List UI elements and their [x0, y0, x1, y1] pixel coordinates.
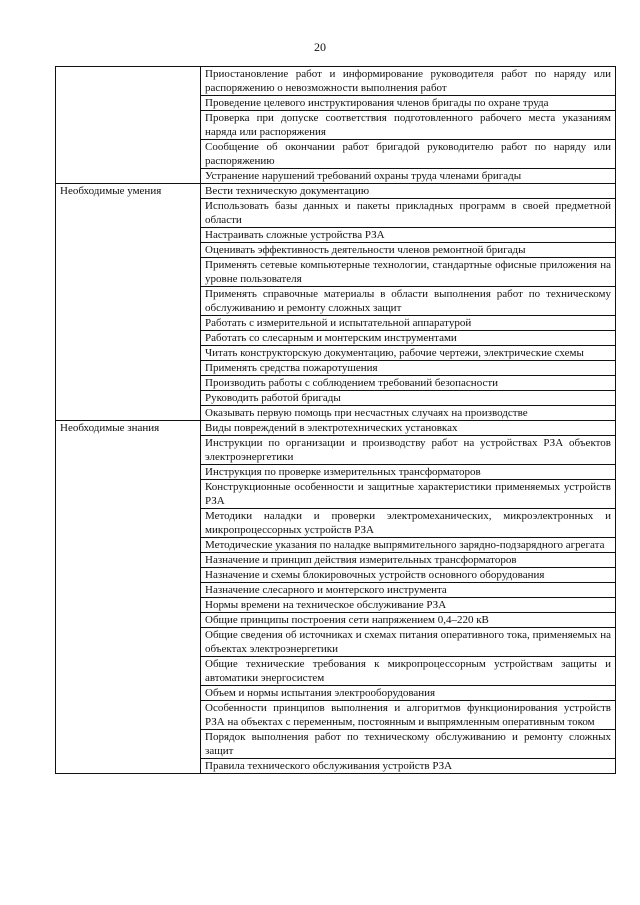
requirements-table — [55, 66, 616, 774]
requirement-item: Методические указания по наладке выпрямительного зарядно-подзарядного агрегата — [201, 538, 616, 553]
requirement-item: Читать конструкторскую документацию, рабочие чертежи, электрические схемы — [201, 346, 616, 361]
table-row — [56, 613, 616, 628]
section-label-spacer — [56, 613, 201, 628]
section-label-spacer — [56, 509, 201, 538]
table-row — [56, 67, 616, 96]
table-row — [56, 598, 616, 613]
section-label-spacer — [56, 316, 201, 331]
requirement-item: Устранение нарушений требований охраны труда членами бригады — [201, 169, 616, 184]
section-label-spacer — [56, 701, 201, 730]
table-row — [56, 228, 616, 243]
table-row — [56, 701, 616, 730]
section-label — [56, 67, 201, 96]
table-row — [56, 331, 616, 346]
requirement-item: Применять средства пожаротушения — [201, 361, 616, 376]
table-row — [56, 583, 616, 598]
requirement-item: Применять сетевые компьютерные технологии, стандартные офисные приложения на уровне пользователя — [201, 258, 616, 287]
section-label-spacer — [56, 436, 201, 465]
requirement-item: Оказывать первую помощь при несчастных случаях на производстве — [201, 406, 616, 421]
table-row — [56, 759, 616, 774]
requirement-item: Работать с измерительной и испытательной аппаратурой — [201, 316, 616, 331]
table-row — [56, 361, 616, 376]
section-label-spacer — [56, 243, 201, 258]
requirement-item: Инструкции по организации и производству работ на устройствах РЗА объектов электроэнергетики — [201, 436, 616, 465]
requirement-item: Применять справочные материалы в области выполнения работ по техническому обслуживанию и ремонту сложных защит — [201, 287, 616, 316]
section-label-spacer — [56, 568, 201, 583]
section-label-spacer — [56, 538, 201, 553]
requirement-item: Общие сведения об источниках и схемах питания оперативного тока, применяемых на объектах электроэнергетики — [201, 628, 616, 657]
requirement-item: Проверка при допуске соответствия подготовленного рабочего места указаниям наряда или распоряжения — [201, 111, 616, 140]
page-number: 20 — [314, 40, 326, 54]
requirement-item: Настраивать сложные устройства РЗА — [201, 228, 616, 243]
section-label-spacer — [56, 376, 201, 391]
section-label-spacer — [56, 361, 201, 376]
section-label-spacer — [56, 258, 201, 287]
requirement-item: Конструкционные особенности и защитные характеристики применяемых устройств РЗА — [201, 480, 616, 509]
table-row — [56, 686, 616, 701]
section-label-spacer — [56, 228, 201, 243]
section-label-spacer — [56, 465, 201, 480]
table-row — [56, 628, 616, 657]
table-row — [56, 96, 616, 111]
requirement-item: Работать со слесарным и монтерским инструментами — [201, 331, 616, 346]
table-row — [56, 184, 616, 199]
table-row — [56, 538, 616, 553]
requirement-item: Назначение слесарного и монтерского инструмента — [201, 583, 616, 598]
section-label-spacer — [56, 111, 201, 140]
section-label-spacer — [56, 657, 201, 686]
section-label-spacer — [56, 391, 201, 406]
requirement-item: Нормы времени на техническое обслуживание РЗА — [201, 598, 616, 613]
requirement-item: Назначение и принцип действия измерительных трансформаторов — [201, 553, 616, 568]
table-row — [56, 436, 616, 465]
table-row — [56, 169, 616, 184]
section-label-spacer — [56, 406, 201, 421]
table-row — [56, 657, 616, 686]
section-label: Необходимые знания — [56, 421, 201, 436]
requirement-item: Сообщение об окончании работ бригадой руководителю работ по наряду или распоряжению — [201, 140, 616, 169]
requirement-item: Вести техническую документацию — [201, 184, 616, 199]
requirement-item: Проведение целевого инструктирования членов бригады по охране труда — [201, 96, 616, 111]
table-row — [56, 287, 616, 316]
section-label-spacer — [56, 583, 201, 598]
table-row — [56, 346, 616, 361]
requirement-item: Приостановление работ и информирование руководителя работ по наряду или распоряжению о невозможности выполнения работ — [201, 67, 616, 96]
section-label-spacer — [56, 199, 201, 228]
table-row — [56, 391, 616, 406]
table-row — [56, 376, 616, 391]
table-row — [56, 199, 616, 228]
section-label-spacer — [56, 96, 201, 111]
section-label-spacer — [56, 331, 201, 346]
table-row — [56, 730, 616, 759]
requirements-table-body — [56, 67, 616, 774]
section-label-spacer — [56, 169, 201, 184]
requirement-item: Общие принципы построения сети напряжением 0,4–220 кВ — [201, 613, 616, 628]
section-label-spacer — [56, 287, 201, 316]
table-row — [56, 258, 616, 287]
requirement-item: Использовать базы данных и пакеты прикладных программ в своей предметной области — [201, 199, 616, 228]
requirement-item: Общие технические требования к микропроцессорным устройствам защиты и автоматики энергосистем — [201, 657, 616, 686]
requirement-item: Руководить работой бригады — [201, 391, 616, 406]
requirement-item: Производить работы с соблюдением требований безопасности — [201, 376, 616, 391]
requirement-item: Оценивать эффективность деятельности членов ремонтной бригады — [201, 243, 616, 258]
table-row — [56, 140, 616, 169]
section-label-spacer — [56, 730, 201, 759]
requirement-item: Инструкция по проверке измерительных трансформаторов — [201, 465, 616, 480]
section-label-spacer — [56, 759, 201, 774]
table-row — [56, 568, 616, 583]
requirement-item: Назначение и схемы блокировочных устройств основного оборудования — [201, 568, 616, 583]
table-row — [56, 111, 616, 140]
table-row — [56, 553, 616, 568]
table-row — [56, 421, 616, 436]
table-row — [56, 480, 616, 509]
table-row — [56, 406, 616, 421]
section-label-spacer — [56, 628, 201, 657]
table-row — [56, 243, 616, 258]
requirement-item: Порядок выполнения работ по техническому обслуживанию и ремонту сложных защит — [201, 730, 616, 759]
section-label-spacer — [56, 598, 201, 613]
section-label-spacer — [56, 480, 201, 509]
requirement-item: Методики наладки и проверки электромеханических, микроэлектронных и микропроцессорных устройств РЗА — [201, 509, 616, 538]
section-label-spacer — [56, 553, 201, 568]
section-label-spacer — [56, 346, 201, 361]
table-row — [56, 509, 616, 538]
requirement-item: Правила технического обслуживания устройств РЗА — [201, 759, 616, 774]
section-label-spacer — [56, 140, 201, 169]
section-label-spacer — [56, 686, 201, 701]
requirement-item: Особенности принципов выполнения и алгоритмов функционирования устройств РЗА на объектах с переменным, постоянным и выпрямленным оперативным током — [201, 701, 616, 730]
table-row — [56, 465, 616, 480]
requirement-item: Объем и нормы испытания электрооборудования — [201, 686, 616, 701]
requirement-item: Виды повреждений в электротехнических установках — [201, 421, 616, 436]
table-row — [56, 316, 616, 331]
section-label: Необходимые умения — [56, 184, 201, 199]
